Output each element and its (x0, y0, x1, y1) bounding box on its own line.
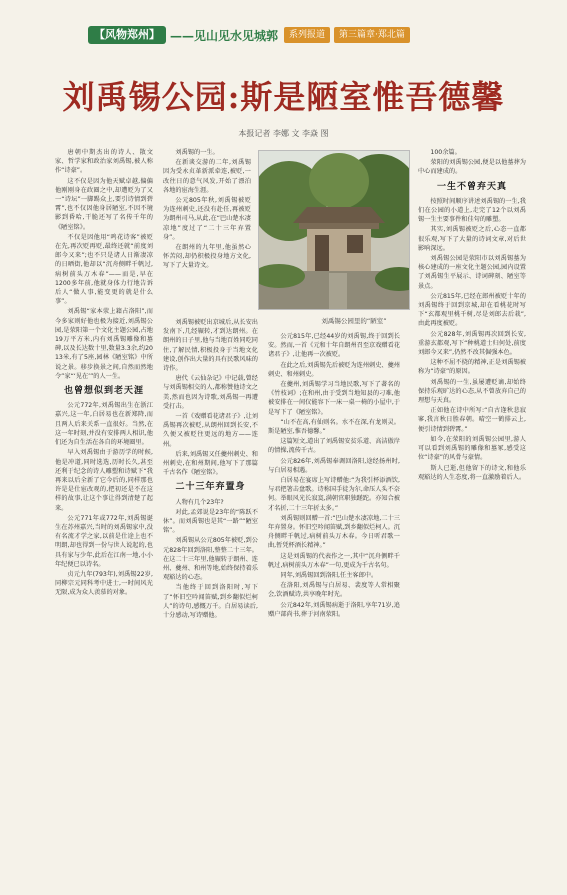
paragraph: 在洛阳,刘禹锡与白居易、裴度等人常相聚会,饮酒赋诗,共享晚年时光。 (268, 582, 400, 599)
subheading: 也曾想似到老天涯 (63, 386, 144, 397)
park-photo (258, 150, 410, 310)
column-tag: 【风物郑州】 (88, 26, 166, 44)
paragraph: 贞元九年(793年),刘禹锡22岁,同柳宗元同科考中进士,一时间风光无限,成为众人羡慕的对象。 (55, 570, 153, 597)
series-title: ——见山见水见城郭 (170, 28, 279, 43)
subheading: 二十三年弃置身 (175, 482, 246, 493)
paragraph: 人物有几个23年? (175, 498, 224, 506)
paragraph: 按照时间顺序讲述刘禹锡的一生,我们在公园的小道上,走完了12个以刘禹锡一生主要事件和佳句的雕塑。 (418, 197, 526, 224)
column-1 (55, 148, 153, 873)
paragraph: 刘禹锡从公元805年被贬,到公元828年回到洛阳,整整二十三年。在这二十三年里,他辗转于朗州、连州、夔州、和州等地,始终保持着乐观豁达的心态。 (163, 537, 258, 582)
paragraph: 刘禹锡则回赠一首:“巴山楚水凄凉地,二十三年弃置身。怀旧空吟闻笛赋,到乡翻似烂柯人。沉舟侧畔千帆过,病树前头万木春。今日听君歌一曲,暂凭杯酒长精神。” (268, 514, 400, 550)
paragraph: 100余篇。 (430, 149, 461, 156)
paragraph: 在此之后,刘禹锡先后被贬为连州刺史、夔州刺史、和州刺史。 (268, 361, 400, 378)
subheading: 一生不曾弃天真 (436, 181, 507, 192)
paragraph: 公元842年,刘禹锡病逝于洛阳,享年71岁,追赠户部尚书,葬于河南荥阳。 (268, 601, 400, 618)
paragraph: 不仅是因他用“鸣花诗客”被贬在先,再次贬再贬,最终还就“前度刘郎今又来”;也不只是诸人日渐凄凉的日晒街,他却以“沉舟侧畔千帆过,病树前头万木春”——而是,早在1200多年前,他就身体力行地告诉后人“做人事,能变更的就是什么事”。 (55, 233, 153, 306)
column-4 (418, 148, 526, 873)
column-2-lower (163, 318, 258, 873)
paragraph: 公元771年或772年,刘禹锡诞生在苏州嘉兴,当时的刘禹锡家中,没有名流才学之家,以前是仕途上也不明朗,却也得到一份与世人说起的,也具有家与少年,此后在江南一地,小小年纪便已以诗名。 (55, 514, 153, 568)
paragraph: 白居易在宴席上写诗赠他:“为我引杯添酒饮,与君把箸击盘歌。诗称国手徒为尔,命压人头不奈何。举眼风光长寂寞,满朝官职独蹉跎。亦知合被才名折,二十三年折太多。” (268, 477, 400, 512)
paragraph: 刘禹锡“家本荥上籍占洛阳”,而今多家则好他也极为接近,刘禹锡公园,是荥阳第一个文化主题公园,占地19万平方米,内有刘禹锡雕像和墓碑,以及长达数十里,数量3.3余,约20 13米,有了5座,园林《陋室铭》中所说之景。移步换景之间,自然而然地令”家“‘见在’”的人一生。 (55, 308, 153, 380)
paragraph: 荥阳的刘禹锡公园,便是以他墓葬为中心而建成的。 (418, 159, 526, 176)
paragraph: 刘禹锡被贬出京城后,从长安出发南下,几经辗转,才到达朗州。在朗州的日子里,他与当地百姓同吃同住,了解民情,积极投身于当地文化建设,创作出大量的具有民歌风味的诗作。 (163, 319, 258, 373)
paragraph: 公元815年,已经在郎州被贬十年的刘禹锡终于回到京城,却在看桃花时写下“玄都观里桃千树,尽是刘郎去后栽”,由此再度被贬。 (418, 292, 526, 328)
paragraph: 这种不屈不挠的精神,正是刘禹锡被称为“诗豪”的原因。 (418, 359, 526, 376)
paragraph: 唐代《云仙杂记》中记载,曾经与刘禹锡相交的人,都称赞他诗文之美,然而也因为诗歌,刘禹锡一再遭受打击。 (163, 375, 258, 410)
paragraph: 后来,刘禹锡又任夔州刺史、和州刺史,在和州期间,他写下了那篇千古名作《陋室铭》。 (163, 450, 258, 477)
paragraph: 公元772年,刘禹锡出生在浙江嘉兴,这一年,白居易也在新郑降,而且两人后来关系一直很好。当然,在这一年时刻,并没有安排两人相识,他们还为自生活在各自的环境圈里。 (55, 402, 153, 447)
paragraph: 刘禹锡公园是荥阳市以刘禹锡墓为核心建成的一座文化主题公园,园内设置了刘禹锡生平展示、诗词碑刻、陋室等景点。 (418, 255, 526, 290)
paragraph: 在新谈交游的二年,刘禹锡因为受永贞革新派牵连,被贬,一改往日的意气风发,开始了漂泊各地的宦海生涯。 (163, 159, 251, 194)
paragraph: 这不仅是因为他天赋卓越,偏偏他刚刚身在政圈之中,却遭贬为了又一“诗坛”一脚踢众上,要引诗情到碧霄”,也不仅因他身居陋室,不因不境影到昏哈,干脆还写了名传千年的《陋室铭》。 (55, 177, 153, 231)
series-badge: 系列报道 (284, 27, 330, 43)
chapter-badge: 第三篇章·郑北篇 (334, 27, 410, 43)
paragraph: 在夔州,刘禹锡学习当地民歌,写下了著名的《竹枝词》;在和州,由于受到当地知县的刁难,他被安排在一间仅能容下一床一桌一椅的小屋中,于是写下了《陋室铭》。 (268, 381, 400, 416)
paragraph: 同年,刘禹锡回到洛阳,任主客郎中。 (280, 572, 378, 580)
paragraph: 其实,刘禹锡被贬之后,心态一直都很乐观,写下了大量的诗词文章,对后世影响深远。 (418, 226, 526, 252)
column-3 (268, 332, 400, 873)
paragraph: 斯人已逝,但他留下的诗文,和他乐观豁达的人生态度,将一直激励着后人。 (418, 464, 526, 481)
byline: 本报记者 李娜 文 李焱 图 (238, 129, 329, 138)
paragraph: 公元815年,已经44岁的刘禹锡,终于回到长安。然而,一首《元和十年自朗州召至京戏赠看花诸君子》,让他再一次被贬。 (268, 333, 400, 359)
paragraph: 这是刘禹锡的代表作之一,其中“沉舟侧畔千帆过,病树前头万木春”一句,更成为千古名句。 (268, 552, 400, 569)
paragraph: 当他终于回到洛阳时,写下了“怀旧空吟闻笛赋,到乡翻似烂柯人”的诗句,感慨万千。白居易读后,十分感动,写诗赠他。 (163, 584, 258, 620)
garden-pavilion-image (259, 151, 410, 310)
column-2 (163, 148, 251, 313)
paragraph: 公元826年,刘禹锡奉调回洛阳,途经扬州时,与白居易相遇。 (268, 457, 400, 474)
paragraph: 正如他在诗中所写:“自古逢秋悲寂寥,我言秋日胜春朝。晴空一鹤排云上,便引诗情到碧霄。” (418, 407, 526, 433)
paragraph: 一首《戏赠看花诸君子》,让刘禹锡再次被贬,从朗州回到长安,不久便又被贬往更远的地方——连州。 (163, 413, 258, 448)
paragraph: 如今,在荥阳的刘禹锡公园里,游人可以看到刘禹锡的雕像和墓冢,感受这位“诗豪”的风骨与豪情。 (418, 435, 526, 462)
paragraph: 这篇短文,道出了刘禹锡安贫乐道、高洁傲岸的情操,流传千古。 (268, 438, 400, 455)
paragraph: 公元828年,刘禹锡再次回到长安,重游玄都观,写下“种桃道士归何处,前度刘郎今又来”,仍然不改其倔强本色。 (418, 330, 526, 357)
paragraph: 刘禹锡的一生。 (175, 149, 219, 156)
photo-caption: 刘禹锡公园里的“陋室” (321, 317, 387, 325)
headline: 刘禹锡公园:斯是陋室惟吾德馨 (62, 78, 505, 116)
paragraph: 对此,孟郊说是23年的“陈跃不休”。而刘禹锡也是其“一路”“陋室铭”。 (163, 508, 258, 535)
paragraph: 在朗州的九年里,他虽然心怀苦闷,却仍积极投身地方文化,写下了大量诗文。 (163, 244, 251, 270)
series-banner (88, 24, 498, 46)
paragraph: 早入刘禹锡由于游历学的时候,他是冲道,同时选选,历时长久,甚至还利于纪念的诗人雕塑和诗赋下“我再来以后全新了它今后的,同样那也许是是仕宦改观的,把初还是不在这样的故事,让这个事让得到清楚了起来。 (55, 449, 153, 512)
paragraph: 刘禹锡的一生,虽屡遭贬谪,却始终保持乐观旷达的心态,从不曾放弃自己的理想与天真。 (418, 378, 526, 405)
paragraph: 唐朝中期杰出的诗人、散文家、哲学家和政治家刘禹锡,被人称作“诗豪”。 (55, 149, 153, 175)
paragraph: “山不在高,有仙则名。水不在深,有龙则灵。斯是陋室,惟吾德馨。” (268, 418, 400, 436)
paragraph: 公元805年秋,刘禹锡被贬为连州刺史,还没有赴任,再被贬为朗州司马,从此,在“巴山楚水凄凉地”度过了“二十三年弃置身”。 (163, 197, 251, 241)
